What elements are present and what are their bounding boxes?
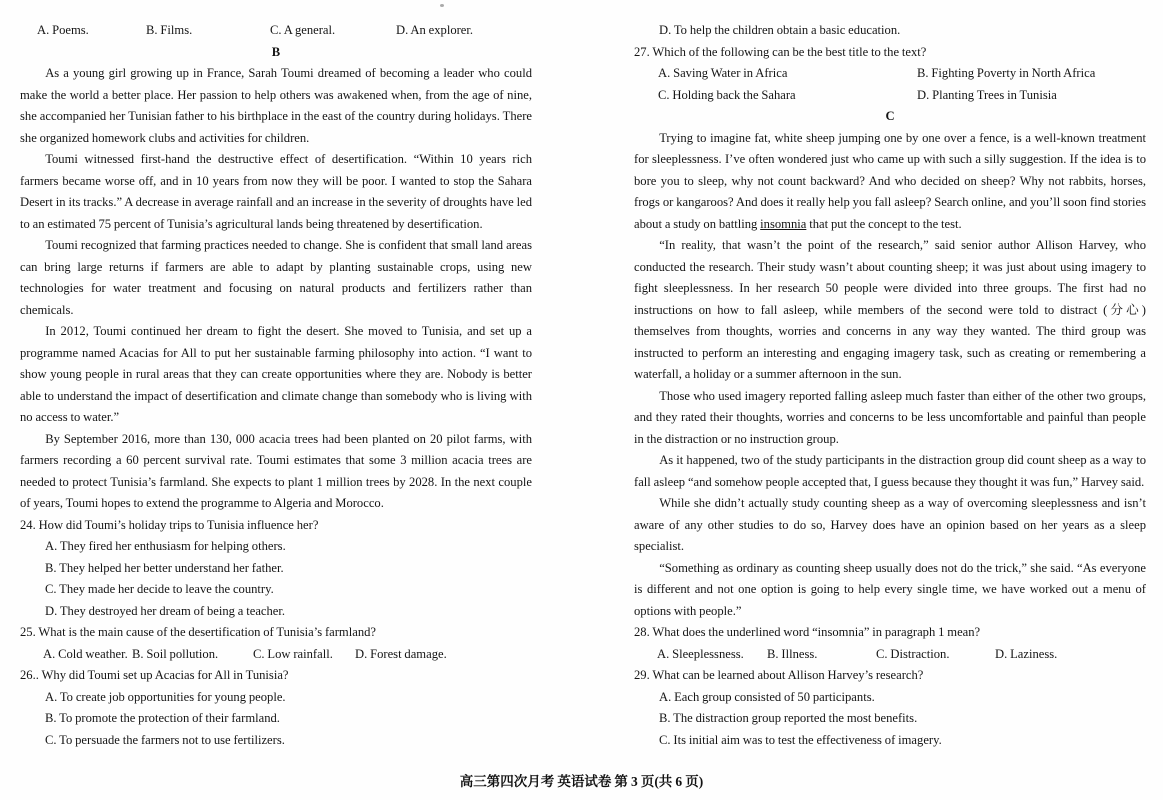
passage-b-paragraph-5: By September 2016, more than 130, 000 acacia trees had been planted on 20 pilot farms, with farmers recording a 60 percent survival rate. Toumi estimates that some 3 million acacia trees are needed to protect Tunisia’s farmland. She expects to plant 1 million trees by 2028. In the next couple of years, Toumi hopes to extend the programme to Algeria and Morocco. [20,431,532,510]
question-24-option-b: B. They helped her better understand her father. [45,560,284,575]
question-26-option-d: D. To help the children obtain a basic education. [659,23,901,37]
passage-c-paragraph-5: While she didn’t actually study counting sheep as a way of overcoming sleeplessness and isn’t aware of any other studies to do so, Harvey does have an opinion based on her years as a sleep specialist. [634,496,1146,553]
passage-c-paragraph-4: As it happened, two of the study participants in the distraction group did count sheep as a way to fall asleep “and somehow people accepted that, I guess because they thought it was fun,” Harvey said. [634,453,1146,489]
section-b-heading: B [271,44,281,59]
question-24-option-c: C. They made her decide to leave the country. [45,582,274,596]
option-a: A. Cold weather. [43,646,128,661]
option-a: A. Sleeplessness. [657,646,744,661]
question-27-stem: 27. Which of the following can be the best title to the text? [634,44,927,59]
section-c-heading: C [885,109,895,123]
option-b: B. Films. [146,23,193,37]
option-b: B. Fighting Poverty in North Africa [917,66,1096,80]
question-26-option-c: C. To persuade the farmers not to use fertilizers. [45,732,285,747]
option-c: C. Distraction. [876,646,950,661]
passage-c-p1-before: Trying to imagine fat, white sheep jumping one by one over a fence, is a well-known treatment for sleeplessness. I’ve often wondered just who came up with such a silly suggestion. If the idea is to bore you to sleep, why not count backward? And who decided on sheep? Why not rabbits, horses, frogs or kangaroos? And does it really help you fall asleep? Search online, and you’ll soon find stories about a study on battling [634,130,1146,231]
page-footer: 高三第四次月考 英语试卷 第 3 页(共 6 页) [459,773,704,789]
option-c: C. Low rainfall. [253,646,333,661]
passage-b-paragraph-1: As a young girl growing up in France, Sarah Toumi dreamed of becoming a leader who could make the world a better place. Her passion to help others was awakened when, from the age of nine, she accompanied her Tunisian father to his birthplace in the east of the country during holidays. There she organized homework clubs and activities for children. [20,66,532,145]
question-24-option-d: D. They destroyed her dream of being a teacher. [45,603,286,618]
passage-c-paragraph-2: “In reality, that wasn’t the point of the research,” said senior author Allison Harvey, who conducted the research. Their study wasn’t about counting sheep; it was just about using imagery to fight sleeplessness. In her research 50 people were divided into three groups. The first had no instructions on how to fall asleep, while members of the second were told to distract (分心) themselves from thoughts, worries and concerns in any way they wanted. The third group was instructed to perform an interesting and engaging imagery task, such as creating or remembering a waterfall, a holiday or a summer afternoon in the sun. [634,238,1146,381]
passage-c-paragraph-3: Those who used imagery reported falling asleep much faster than either of the other two groups, and they rated their thoughts, worries and concerns to be less uncomfortable and painful than people in the distraction or no instruction group. [634,388,1146,446]
question-26-option-a: A. To create job opportunities for young people. [45,689,286,704]
right-column [634,20,1146,751]
question-28-options-row [634,644,1146,666]
question-24-option-a: A. They fired her enthusiasm for helping others. [45,539,286,553]
option-c: C. A general. [270,23,336,37]
option-d: D. Forest damage. [355,646,447,661]
option-c: C. Holding back the Sahara [658,87,796,102]
question-26-option-b: B. To promote the protection of their farmland. [45,711,280,725]
question-29-option-a: A. Each group consisted of 50 participants. [659,689,875,704]
option-b: B. Illness. [767,646,818,661]
option-b: B. Soil pollution. [132,646,219,661]
passage-b-paragraph-4: In 2012, Toumi continued her dream to fight the desert. She moved to Tunisia, and set up a programme named Acacias for All to put her sustainable farming philosophy into action. “I want to show young people in rural areas that they can create opportunities where they are. Nobody is better able to understand the impact of desertification and climate change than somebody who is living with no access to water.” [20,324,532,424]
question-29-option-b: B. The distraction group reported the most benefits. [659,711,918,725]
option-a: A. Poems. [37,23,89,37]
option-d: D. An explorer. [396,23,474,37]
passage-b-paragraph-2: Toumi witnessed first-hand the destructive effect of desertification. “Within 10 years rich farmers became worse off, and in 10 years from now they will be poor. I wanted to stop the Sahara Desert in its tracks.” A decrease in average rainfall and an increase in the severity of droughts have led to an estimated 75 percent of Tunisia’s agricultural lands being threatened by desertification. [20,152,532,231]
question-28-stem: 28. What does the underlined word “insomnia” in paragraph 1 mean? [634,625,981,639]
left-column [20,20,532,751]
scan-artifact [440,4,444,7]
question-27-options-row-2 [634,85,1146,107]
option-d: D. Laziness. [995,646,1058,661]
passage-b-paragraph-3: Toumi recognized that farming practices needed to change. She is confident that small land areas can bring large returns if farmers are able to adapt by planting sustainable crops, using new technologies for water treatment and focusing on natural products and fertilizers rather than chemicals. [20,238,532,317]
question-23-options-row [20,20,532,42]
question-29-stem: 29. What can be learned about Allison Harvey’s research? [634,668,924,682]
option-d: D. Planting Trees in Tunisia [917,87,1057,102]
question-29-option-c: C. Its initial aim was to test the effectiveness of imagery. [659,732,942,747]
underlined-word-insomnia: insomnia [760,216,807,231]
passage-c-paragraph-1 [634,128,1146,236]
question-27-options-row-1 [634,63,1146,85]
passage-c-p1-after: that put the concept to the test. [806,216,962,231]
passage-c-paragraph-6: “Something as ordinary as counting sheep usually does not do the trick,” she said. “As everyone is different and not one option is going to help every single time, we have worked out a menu of options with people.” [634,560,1146,618]
question-25-stem: 25. What is the main cause of the desertification of Tunisia’s farmland? [20,625,377,639]
question-25-options-row [20,644,532,666]
question-24-stem: 24. How did Toumi’s holiday trips to Tunisia influence her? [20,517,319,532]
option-a: A. Saving Water in Africa [658,66,788,80]
question-26-stem: 26.. Why did Toumi set up Acacias for All in Tunisia? [20,668,289,682]
